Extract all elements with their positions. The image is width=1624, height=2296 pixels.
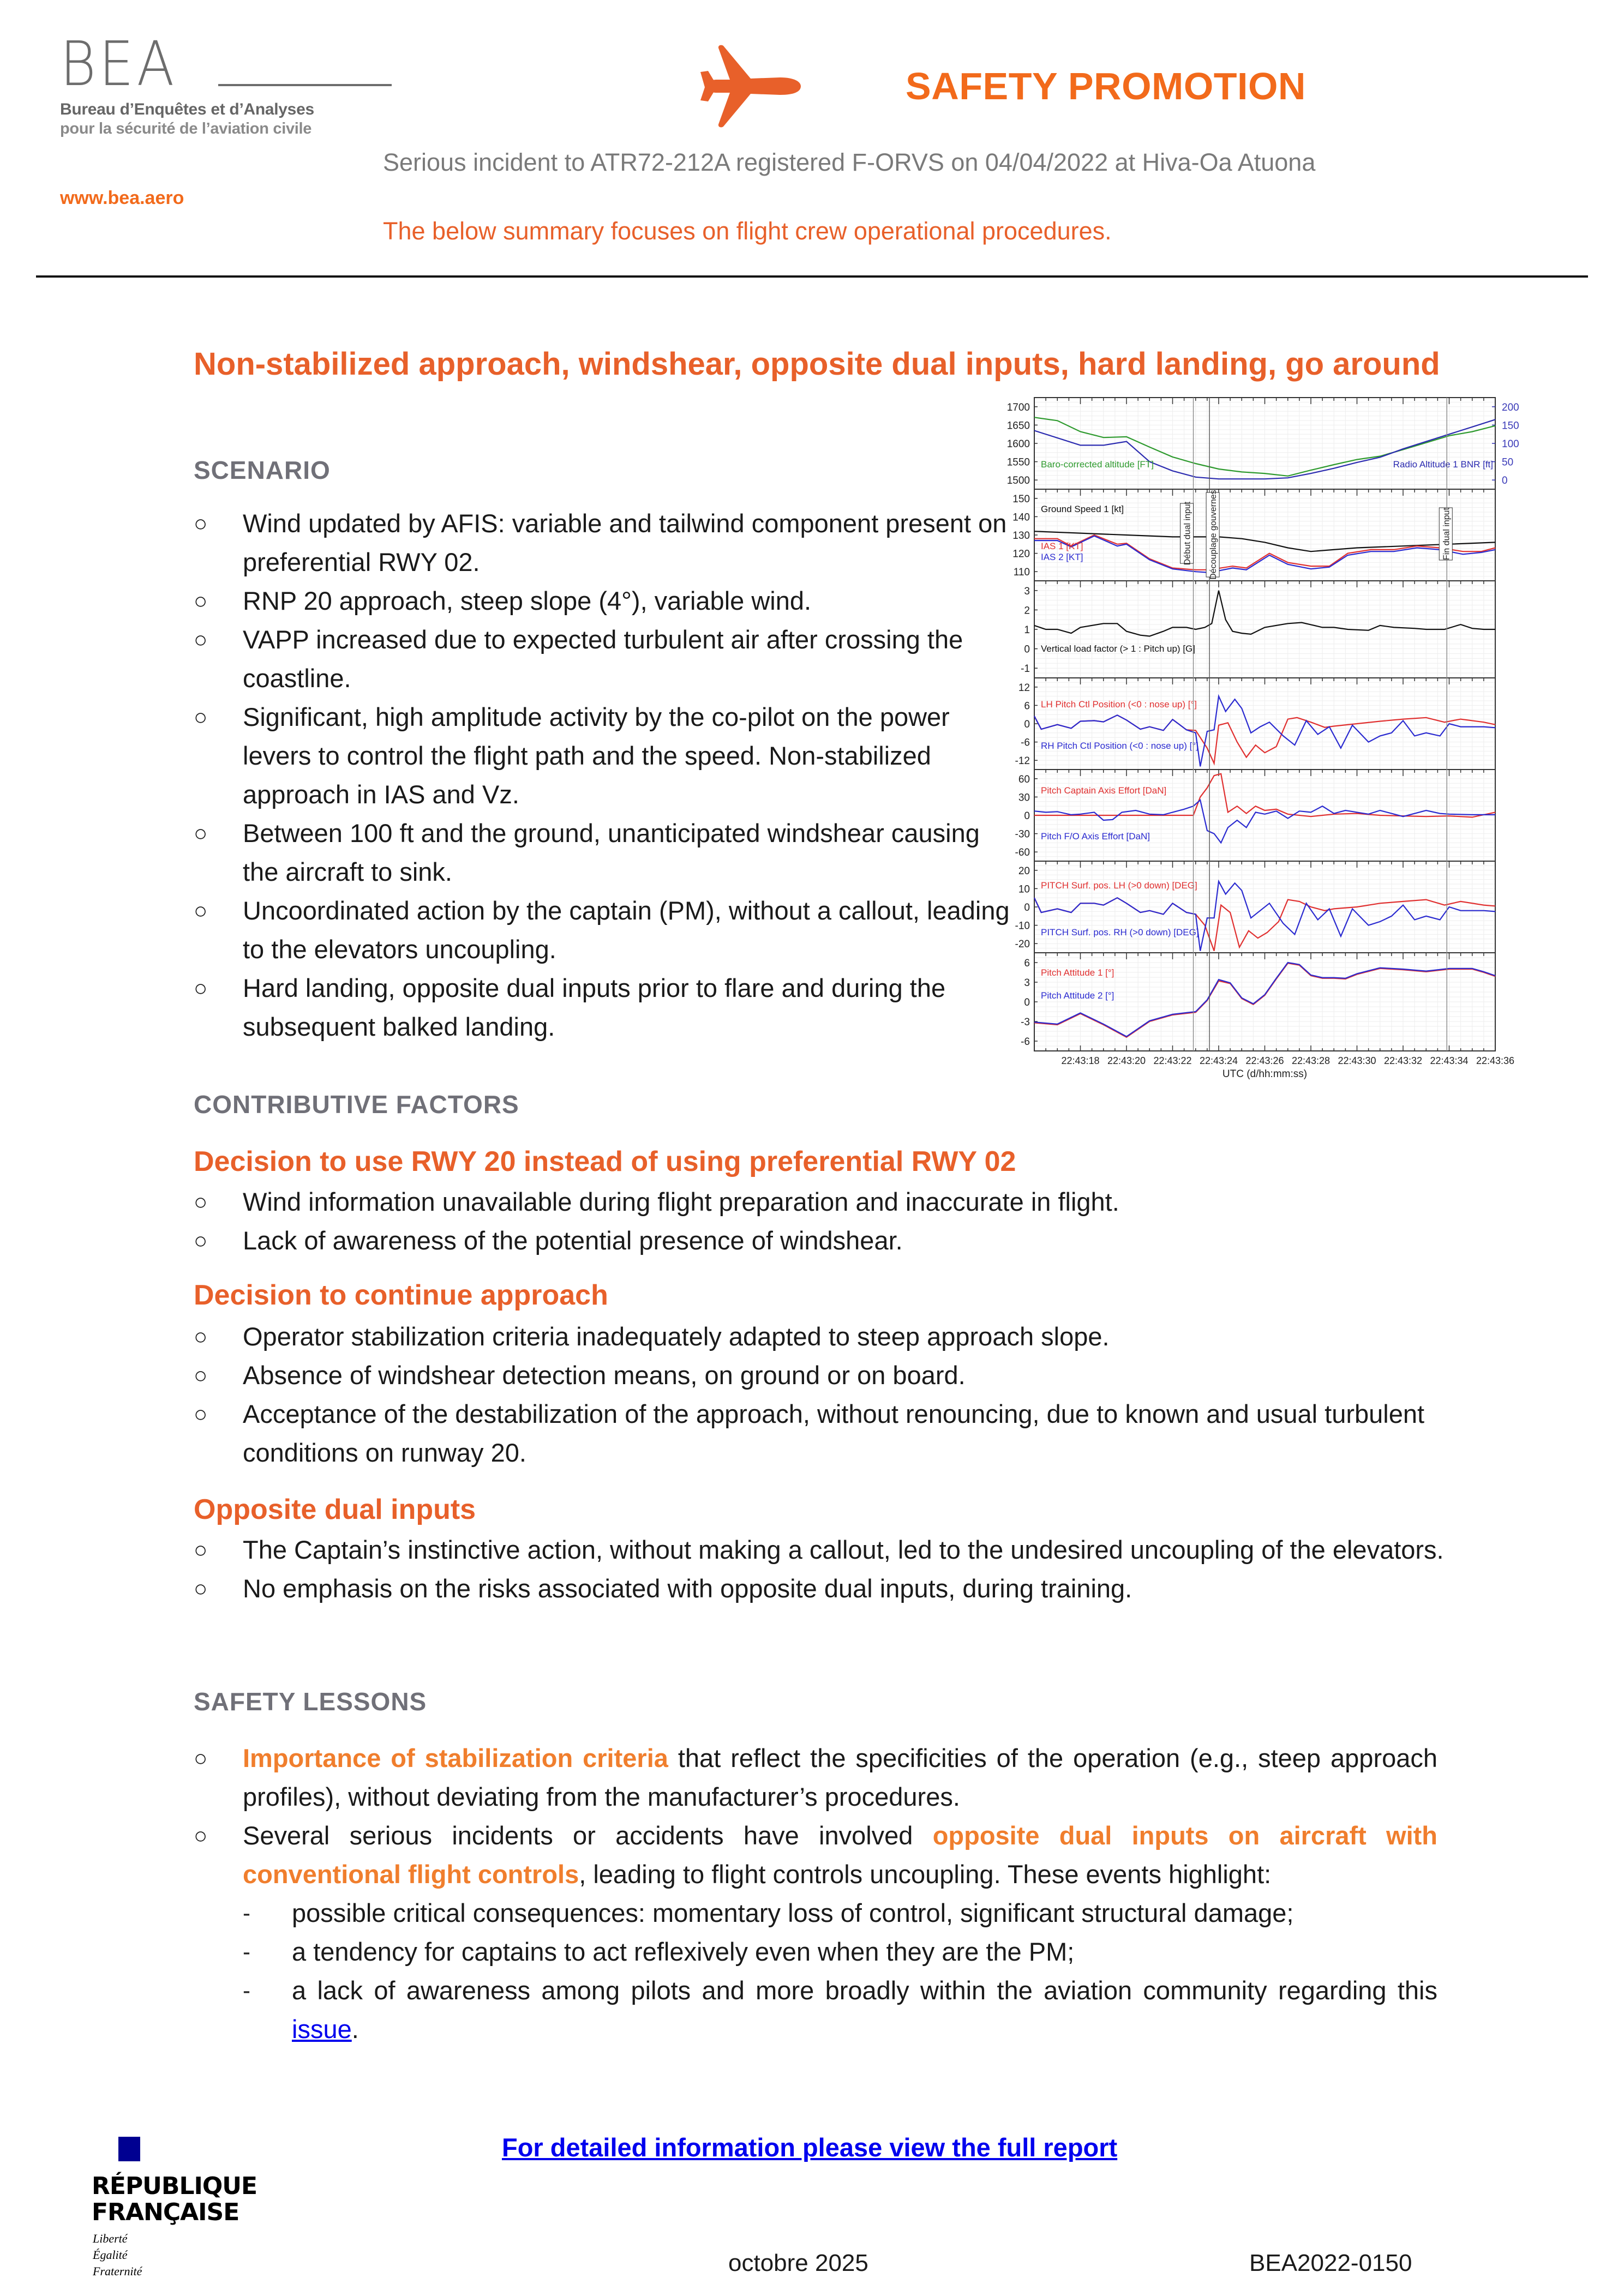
y-tick-label: 0 [1024, 810, 1030, 822]
flight-data-chart-svg [982, 393, 1527, 1113]
x-axis-label: UTC (d/hh:mm:ss) [1222, 1068, 1308, 1080]
y2-tick-label: 150 [1502, 420, 1519, 432]
marianne-flag-icon [91, 2137, 159, 2161]
factor-list [194, 1182, 1503, 1260]
lesson-item: ○ Several serious incidents or accidents have involved opposite dual inputs on aircraft with conventional flight controls, leading to flight controls uncoupling. These events highlight: [194, 1816, 1437, 1894]
event-label: Début dual input [1183, 501, 1192, 566]
factor-group-title: Opposite dual inputs [194, 1494, 476, 1525]
circle-bullet-icon: ○ [194, 1401, 208, 1427]
lesson-highlight: opposite dual inputs on aircraft with conventional flight controls [243, 1821, 1438, 1889]
x-tick-label: 22:43:28 [1291, 1055, 1331, 1066]
series-label: Radio Altitude 1 BNR [ft] [1393, 459, 1493, 470]
y-tick-label: 0 [1024, 902, 1030, 913]
publication-date: octobre 2025 [728, 2250, 868, 2276]
x-tick-label: 22:43:26 [1245, 1055, 1284, 1066]
factor-item: ○ Operator stabilization criteria inadequately adapted to steep approach slope. [194, 1317, 1503, 1356]
series-label: Pitch Captain Axis Effort [DaN] [1041, 785, 1167, 796]
series-label: Ground Speed 1 [kt] [1041, 504, 1124, 514]
y-tick-label: -30 [1015, 828, 1030, 840]
x-tick-label: 22:43:32 [1383, 1055, 1423, 1066]
x-tick-label: 22:43:36 [1476, 1055, 1515, 1066]
x-tick-label: 22:43:24 [1199, 1055, 1238, 1066]
factor-group-title: Decision to continue approach [194, 1279, 608, 1311]
circle-bullet-icon: ○ [194, 1324, 208, 1349]
issue-link[interactable]: issue [292, 2015, 352, 2043]
y-tick-label: -60 [1015, 847, 1030, 859]
main-title: Non-stabilized approach, windshear, opposite dual inputs, hard landing, go around [194, 346, 1440, 382]
factor-item: ○ Lack of awareness of the potential presence of windshear. [194, 1221, 1503, 1260]
airplane-icon [693, 44, 813, 131]
y-tick-label: 1 [1024, 624, 1030, 636]
x-tick-label: 22:43:22 [1153, 1055, 1192, 1066]
scenario-item: ○ Significant, high amplitude activity by the co-pilot on the power levers to control the flight path and the speed. Non-stabilized approach in IAS and Vz. [194, 698, 1012, 814]
y-tick-label: 1700 [1006, 401, 1030, 413]
y2-tick-label: 100 [1502, 438, 1519, 450]
full-report-link[interactable]: For detailed information please view the full report [502, 2133, 1118, 2162]
y-tick-label: -1 [1021, 663, 1030, 675]
bea-logo-letters: BEA [60, 29, 177, 100]
lesson-sub-item: - a tendency for captains to act reflexively even when they are the PM; [194, 1932, 1437, 1971]
series-label: LH Pitch Ctl Position (<0 : nose up) [°] [1041, 699, 1197, 710]
summary-note: The below summary focuses on flight crew operational procedures. [383, 217, 1112, 245]
scenario-item: ○ Uncoordinated action by the captain (PM), without a callout, leading to the elevators uncoupling. [194, 891, 1012, 969]
circle-bullet-icon: ○ [194, 898, 208, 923]
incident-description: Serious incident to ATR72-212A registered F-ORVS on 04/04/2022 at Hiva-Oa Atuona [383, 148, 1316, 176]
lesson-sub-item: - a lack of awareness among pilots and more broadly within the aviation community regarding this issue. [194, 1971, 1437, 2048]
y-tick-label: 0 [1024, 997, 1030, 1008]
y-tick-label: 2 [1024, 605, 1030, 617]
dash-bullet-icon: - [243, 1939, 250, 1964]
x-tick-label: 22:43:18 [1061, 1055, 1100, 1066]
event-label: Découplage gouvernes [1209, 490, 1219, 580]
scenario-item: ○ Hard landing, opposite dual inputs prior to flare and during the subsequent balked landing. [194, 969, 1012, 1046]
factor-group-title: Decision to use RWY 20 instead of using preferential RWY 02 [194, 1146, 1016, 1177]
dash-bullet-icon: - [243, 1978, 250, 2003]
circle-bullet-icon: ○ [194, 1228, 208, 1253]
website-link[interactable]: www.bea.aero [60, 188, 184, 208]
bea-logo [60, 29, 333, 138]
lesson-item: ○ Importance of stabilization criteria that reflect the specificities of the operation (e.g., steep approach profiles), without deviating from the manufacturer’s procedures. [194, 1739, 1437, 1816]
y-tick-label: 1500 [1006, 475, 1030, 487]
lesson-highlight: Importance of stabilization criteria [243, 1744, 668, 1772]
y-tick-label: 10 [1018, 883, 1030, 895]
factor-item: ○ Wind information unavailable during flight preparation and inaccurate in flight. [194, 1182, 1503, 1221]
y-tick-label: 12 [1018, 682, 1030, 694]
circle-bullet-icon: ○ [194, 1823, 208, 1848]
y-tick-label: 0 [1024, 719, 1030, 730]
circle-bullet-icon: ○ [194, 820, 208, 846]
safety-lessons-heading: SAFETY LESSONS [194, 1687, 427, 1716]
series-label: IAS 1 [KT] [1041, 541, 1083, 551]
y-tick-label: -10 [1015, 920, 1030, 932]
y-tick-label: -3 [1021, 1017, 1030, 1028]
series-label: PITCH Surf. pos. RH (>0 down) [DEG] [1041, 927, 1199, 937]
circle-bullet-icon: ○ [194, 1362, 208, 1388]
republique-francaise-logo: RÉPUBLIQUE FRANÇAISE [92, 2172, 257, 2226]
y-tick-label: -6 [1021, 737, 1030, 749]
scenario-item: ○ RNP 20 approach, steep slope (4°), variable wind. [194, 581, 1012, 620]
y-tick-label: -6 [1021, 1036, 1030, 1048]
y-tick-label: 120 [1012, 548, 1030, 560]
series-label: Pitch Attitude 1 [°] [1041, 967, 1114, 978]
circle-bullet-icon: ○ [194, 627, 208, 652]
y-tick-label: -20 [1015, 939, 1030, 951]
y-tick-label: 20 [1018, 865, 1030, 877]
x-tick-label: 22:43:34 [1430, 1055, 1469, 1066]
factor-item: ○ Acceptance of the destabilization of the approach, without renouncing, due to known and usual turbulent conditions on runway 20. [194, 1395, 1503, 1472]
circle-bullet-icon: ○ [194, 1745, 208, 1771]
event-label: Fin dual input [1442, 507, 1452, 561]
contributive-factors-heading: CONTRIBUTIVE FACTORS [194, 1090, 519, 1119]
header-divider [36, 275, 1588, 278]
bea-logo-subtitle-2: pour la sécurité de l’aviation civile [60, 120, 312, 137]
y-tick-label: 1600 [1006, 438, 1030, 450]
lesson-sub-list [194, 1894, 1437, 2048]
factor-item: ○ The Captain’s instinctive action, without making a callout, led to the undesired uncoupling of the elevators. [194, 1530, 1503, 1569]
y-tick-label: 3 [1024, 585, 1030, 597]
y-tick-label: 140 [1012, 512, 1030, 524]
y-tick-label: 60 [1018, 773, 1030, 785]
lesson-sub-item: - possible critical consequences: momentary loss of control, significant structural damage; [194, 1894, 1437, 1932]
factor-item: ○ No emphasis on the risks associated with opposite dual inputs, during training. [194, 1569, 1503, 1608]
y-tick-label: 30 [1018, 792, 1030, 804]
y2-tick-label: 200 [1502, 401, 1519, 413]
circle-bullet-icon: ○ [194, 1189, 208, 1215]
circle-bullet-icon: ○ [194, 1537, 208, 1562]
y-tick-label: 6 [1024, 958, 1030, 969]
flight-data-chart [982, 393, 1527, 1113]
scenario-item: ○ VAPP increased due to expected turbulent air after crossing the coastline. [194, 620, 1012, 698]
circle-bullet-icon: ○ [194, 588, 208, 614]
scenario-item: ○ Between 100 ft and the ground, unanticipated windshear causing the aircraft to sink. [194, 814, 1012, 891]
series-label: IAS 2 [KT] [1041, 552, 1083, 562]
scenario-heading: SCENARIO [194, 456, 331, 484]
y-tick-label: 6 [1024, 700, 1030, 712]
y-tick-label: 150 [1012, 493, 1030, 505]
series-label: Baro-corrected altitude [FT] [1041, 459, 1154, 470]
series-label: RH Pitch Ctl Position (<0 : nose up) [°] [1041, 741, 1198, 751]
bea-logo-subtitle-1: Bureau d’Enquêtes et d’Analyses [60, 100, 314, 118]
y-tick-label: 110 [1013, 567, 1030, 579]
series-label: Vertical load factor (> 1 : Pitch up) [G] [1041, 644, 1195, 654]
series-label: PITCH Surf. pos. LH (>0 down) [DEG] [1041, 880, 1197, 891]
republic-motto: Liberté Égalité Fraternité [93, 2232, 142, 2278]
y-tick-label: 3 [1024, 977, 1030, 989]
circle-bullet-icon: ○ [194, 510, 208, 536]
scenario-list [194, 504, 1012, 1046]
dash-bullet-icon: - [243, 1900, 250, 1926]
y-tick-label: 130 [1012, 530, 1030, 542]
bea-logo-underline [218, 84, 392, 86]
scenario-item: ○ Wind updated by AFIS: variable and tailwind component present on preferential RWY 02. [194, 504, 1012, 581]
report-reference: BEA2022-0150 [1249, 2250, 1412, 2276]
circle-bullet-icon: ○ [194, 975, 208, 1001]
y2-tick-label: 50 [1502, 456, 1514, 468]
y2-tick-label: 0 [1502, 475, 1508, 487]
circle-bullet-icon: ○ [194, 1576, 208, 1601]
factor-list [194, 1530, 1503, 1608]
safety-lessons-list [194, 1739, 1437, 1894]
factor-list [194, 1317, 1503, 1472]
x-tick-label: 22:43:20 [1107, 1055, 1146, 1066]
series-label: Pitch Attitude 2 [°] [1041, 990, 1114, 1001]
circle-bullet-icon: ○ [194, 704, 208, 730]
x-tick-label: 22:43:30 [1338, 1055, 1376, 1066]
y-tick-label: 0 [1024, 644, 1030, 656]
y-tick-label: 1550 [1006, 456, 1030, 468]
factor-item: ○ Absence of windshear detection means, on ground or on board. [194, 1356, 1503, 1395]
series-label: Pitch F/O Axis Effort [DaN] [1041, 831, 1150, 842]
y-tick-label: 1650 [1006, 420, 1030, 432]
y-tick-label: -12 [1015, 755, 1030, 767]
document-type-title: SAFETY PROMOTION [906, 65, 1306, 107]
